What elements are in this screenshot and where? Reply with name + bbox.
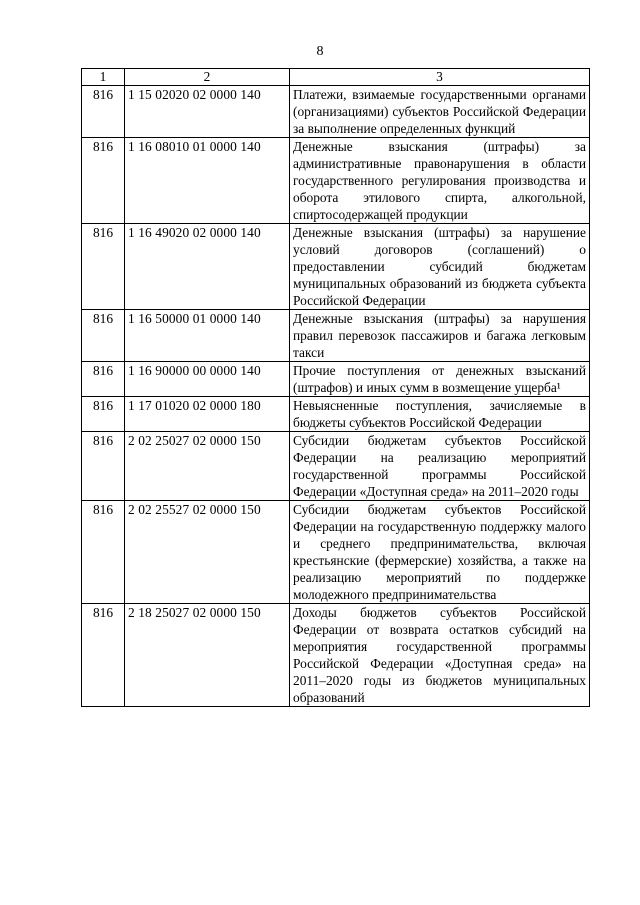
column-header-1: 1: [82, 69, 125, 86]
revenue-name-cell: Денежные взыскания (штрафы) за административные правонарушения в области государственного регулирования производства и оборота этилового спирта, алкогольной, спиртосодержащей продукции: [290, 138, 590, 224]
table-row: [82, 501, 590, 604]
admin-code-cell: 816: [82, 501, 125, 604]
revenue-name-cell: Невыясненные поступления, зачисляемые в бюджеты субъектов Российской Федерации: [290, 397, 590, 432]
table-header-row: [82, 69, 590, 86]
revenue-code-cell: 1 15 02020 02 0000 140: [125, 86, 290, 138]
page-number: 8: [316, 44, 324, 59]
column-header-3: 3: [290, 69, 590, 86]
revenue-code-cell: 1 17 01020 02 0000 180: [125, 397, 290, 432]
revenue-code-cell: 2 02 25027 02 0000 150: [125, 432, 290, 501]
admin-code-cell: 816: [82, 362, 125, 397]
revenue-name-cell: Доходы бюджетов субъектов Российской Федерации от возврата остатков субсидий на мероприятия государственной программы Российской Федерации «Доступная среда» на 2011–2020 годы из бюджетов муниципальных образований: [290, 604, 590, 707]
admin-code-cell: 816: [82, 397, 125, 432]
revenue-code-cell: 1 16 90000 00 0000 140: [125, 362, 290, 397]
revenue-code-cell: 2 02 25527 02 0000 150: [125, 501, 290, 604]
revenue-name-cell: Субсидии бюджетам субъектов Российской Федерации на государственную поддержку малого и среднего предпринимательства, включая крестьянские (фермерские) хозяйства, а также на реализацию мероприятий по поддержке молодежного предпринимательства: [290, 501, 590, 604]
revenue-name-cell: Денежные взыскания (штрафы) за нарушения правил перевозок пассажиров и багажа легковым такси: [290, 310, 590, 362]
table-row: [82, 224, 590, 310]
revenue-code-cell: 1 16 49020 02 0000 140: [125, 224, 290, 310]
admin-code-cell: 816: [82, 432, 125, 501]
table-row: [82, 86, 590, 138]
admin-code-cell: 816: [82, 310, 125, 362]
revenue-name-cell: Субсидии бюджетам субъектов Российской Федерации на реализацию мероприятий государственной программы Российской Федерации «Доступная среда» на 2011–2020 годы: [290, 432, 590, 501]
revenue-name-cell: Прочие поступления от денежных взысканий (штрафов) и иных сумм в возмещение ущерба¹: [290, 362, 590, 397]
table-row: [82, 310, 590, 362]
revenue-name-cell: Платежи, взимаемые государственными органами (организациями) субъектов Российской Федерации за выполнение определенных функций: [290, 86, 590, 138]
table-row: [82, 397, 590, 432]
admin-code-cell: 816: [82, 224, 125, 310]
revenue-name-cell: Денежные взыскания (штрафы) за нарушение условий договоров (соглашений) о предоставлении субсидий бюджетам муниципальных образований из бюджета субъекта Российской Федерации: [290, 224, 590, 310]
table-row: [82, 604, 590, 707]
revenue-code-cell: 1 16 50000 01 0000 140: [125, 310, 290, 362]
admin-code-cell: 816: [82, 138, 125, 224]
table-row: [82, 138, 590, 224]
revenue-code-cell: 2 18 25027 02 0000 150: [125, 604, 290, 707]
column-header-2: 2: [125, 69, 290, 86]
admin-code-cell: 816: [82, 604, 125, 707]
admin-code-cell: 816: [82, 86, 125, 138]
budget-classification-table: [81, 68, 590, 707]
table-row: [82, 432, 590, 501]
table-row: [82, 362, 590, 397]
revenue-code-cell: 1 16 08010 01 0000 140: [125, 138, 290, 224]
